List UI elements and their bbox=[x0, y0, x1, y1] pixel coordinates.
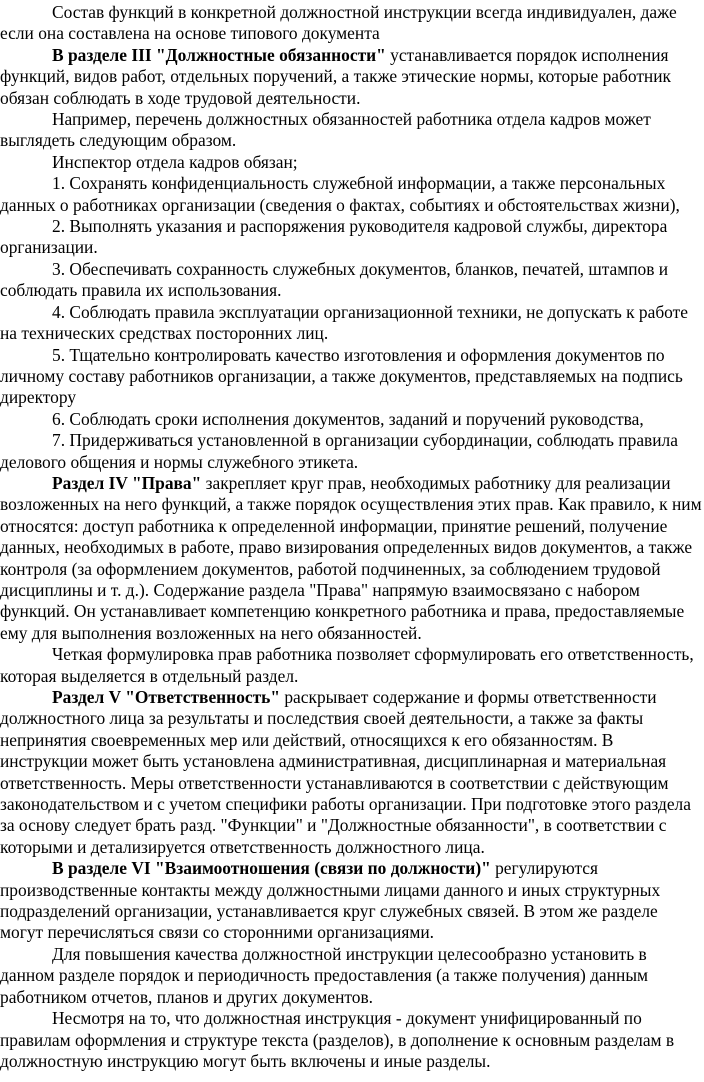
section-heading-duties: В разделе III "Должностные обязанности" bbox=[52, 44, 386, 65]
paragraph-4: Инспектор отдела кадров обязан; bbox=[52, 151, 298, 172]
list-item-5: 5. Тщательно контролировать качество изготовления и оформления документов по личному составу работников организации, а также документов, представляемых на подпись директору bbox=[0, 344, 683, 408]
section-heading-rights: Раздел IV "Права" bbox=[52, 472, 202, 493]
paragraph-responsibility: Раздел V "Ответственность" раскрывает содержание и формы ответственности должностного лица за результаты и последствия своей деятельности, а также за факты непринятия своевременных мер или действий, относящихся к его обязанностям. В инструкции может быть установлена административная, дисциплинарная и материальная ответственность. Меры ответственности устанавливаются в соответствии с действующим законодательством и с учетом специфики работы организации. При подготовке этого раздела за основу следует брать разд. "Функции" и "Должностные обязанности", в соответствии с которыми и детализируется ответственность должностного лица. bbox=[0, 687, 691, 857]
list-item-2: 2. Выполнять указания и распоряжения руководителя кадровой службы, директора организации. bbox=[0, 216, 668, 258]
paragraph-13: Четкая формулировка прав работника позволяет сформулировать его ответственность, которая выделяется в отдельный раздел. bbox=[0, 644, 694, 686]
section-heading-responsibility: Раздел V "Ответственность" bbox=[52, 687, 281, 707]
section-heading-relations: В разделе VI "Взаимоотношения (связи по должности)" bbox=[52, 858, 491, 879]
list-item-6: 6. Соблюдать сроки исполнения документов, заданий и поручений руководства, bbox=[52, 408, 644, 429]
paragraph-1: Состав функций в конкретной должностной инструкции всегда индивидуален, даже если она составлена на основе типового документа bbox=[0, 2, 677, 44]
list-item-3: 3. Обеспечивать сохранность служебных документов, бланков, печатей, штампов и соблюдать правила их использования. bbox=[0, 258, 669, 301]
list-item-7: 7. Придерживаться установленной в организации субординации, соблюдать правила делового общения и нормы служебного этикета. bbox=[0, 430, 678, 472]
paragraph-rights: Раздел IV "Права" закрепляет круг прав, необходимых работнику для реализации возложенных на него функций, а также порядок осуществления этих прав. Как правило, к ним относятся: доступ работника к определенной информации, принятие решений, получение данных, необходимых в работе, право визирования определенных видов документов, а также контроля (за оформлением документов, работой подчиненных, за соблюдением трудовой дисциплины и т. д.). Содержание раздела "Права" напрямую взаимосвязано с набором функций. Он устанавливает компетенцию конкретного работника и права, предоставляемые ему для выполнения возложенных на него обязанностей. bbox=[0, 472, 702, 643]
paragraph-2: В разделе III "Должностные обязанности" устанавливается порядок исполнения функций, видов работ, отдельных поручений, а также этические нормы, которые работник обязан соблюдать в ходе трудовой деятельности. bbox=[0, 44, 671, 108]
paragraph-3: Например, перечень должностных обязанностей работника отдела кадров может выглядеть следующим образом. bbox=[0, 109, 651, 151]
list-item-4: 4. Соблюдать правила эксплуатации организационной техники, не допускать к работе на технических средствах посторонних лиц. bbox=[0, 301, 688, 344]
paragraph-16: Для повышения качества должностной инструкции целесообразно установить в данном разделе порядок и периодичность предоставления (а также получения) данным работником отчетов, планов и других документов. bbox=[0, 943, 649, 1007]
paragraph-17: Несмотря на то, что должностная инструкция - документ унифицированный по правилам оформления и структуре текста (разделов), в дополнение к основным разделам в должностную инструкцию могут быть включены и иные разделы. bbox=[0, 1008, 675, 1071]
list-item-1: 1. Сохранять конфиденциальность служебной информации, а также персональных данных о работниках организации (сведения о фактах, событиях и обстоятельствах жизни), bbox=[0, 173, 680, 215]
paragraph-relations: В разделе VI "Взаимоотношения (связи по должности)" регулируются производственные контакты между должностными лицами данного и иных структурных подразделений организации, устанавливается круг служебных связей. В этом же разделе могут перечисляться связи со сторонними организациями. bbox=[0, 858, 661, 943]
